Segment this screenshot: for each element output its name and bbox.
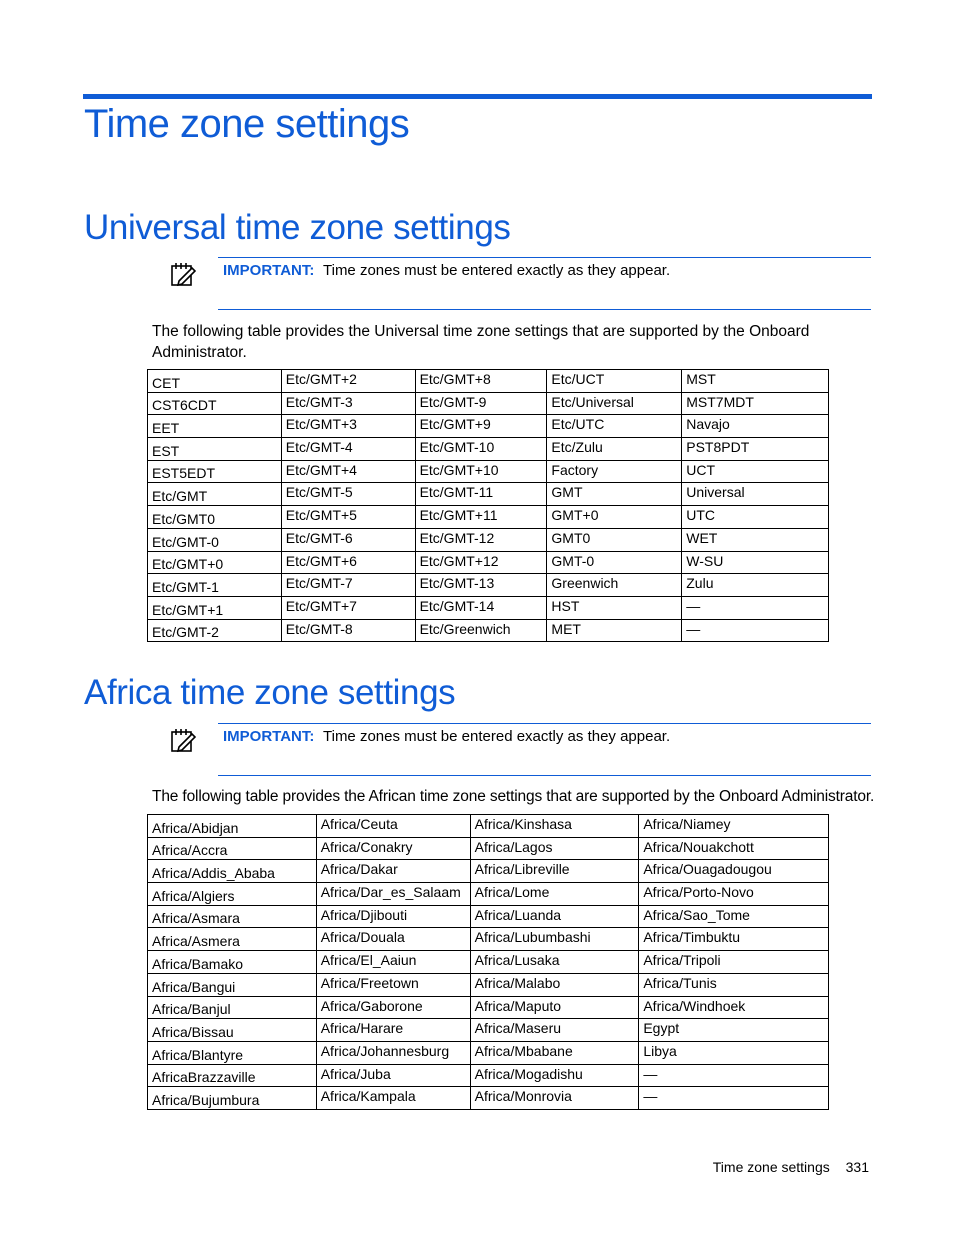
table-cell: Etc/GMT-5 xyxy=(281,483,415,506)
table-cell: UCT xyxy=(682,460,829,483)
table-cell: GMT0 xyxy=(547,528,682,551)
table-row xyxy=(148,973,829,996)
table-row xyxy=(148,619,829,642)
table-cell: Africa/Johannesburg xyxy=(316,1041,470,1064)
note-rule-bottom xyxy=(218,775,871,776)
table-cell: Africa/Libreville xyxy=(470,860,639,883)
table-cell: AfricaBrazzaville xyxy=(148,1064,317,1087)
table-cell: Africa/Douala xyxy=(316,928,470,951)
africa-important-note xyxy=(166,723,871,776)
table-cell: Africa/Lome xyxy=(470,883,639,906)
table-cell: Universal xyxy=(682,483,829,506)
table-cell: Etc/GMT-12 xyxy=(415,528,547,551)
important-label: IMPORTANT: xyxy=(223,728,315,745)
table-row xyxy=(148,905,829,928)
table-row xyxy=(148,596,829,619)
table-cell: CST6CDT xyxy=(148,392,282,415)
universal-important-note xyxy=(166,257,871,310)
table-cell: Etc/GMT+10 xyxy=(415,460,547,483)
table-row xyxy=(148,392,829,415)
table-cell: Etc/Greenwich xyxy=(415,619,547,642)
table-cell: Africa/Lagos xyxy=(470,837,639,860)
table-cell: Etc/GMT+2 xyxy=(281,370,415,393)
table-cell: Africa/Timbuktu xyxy=(639,928,829,951)
table-cell: Africa/Niamey xyxy=(639,815,829,838)
table-cell: Africa/Bujumbura xyxy=(148,1087,317,1110)
table-cell: Etc/GMT-0 xyxy=(148,528,282,551)
table-cell: Africa/Lubumbashi xyxy=(470,928,639,951)
table-row xyxy=(148,815,829,838)
table-cell: Africa/Kampala xyxy=(316,1087,470,1110)
important-note-icon xyxy=(170,727,196,753)
table-cell: Africa/Conakry xyxy=(316,837,470,860)
table-cell: HST xyxy=(547,596,682,619)
note-rule-top xyxy=(218,723,871,724)
table-cell: Africa/Juba xyxy=(316,1064,470,1087)
table-row xyxy=(148,506,829,529)
table-cell: Etc/GMT-14 xyxy=(415,596,547,619)
table-cell: Africa/Banjul xyxy=(148,996,317,1019)
table-cell: — xyxy=(639,1087,829,1110)
table-cell: PST8PDT xyxy=(682,438,829,461)
table-cell: Etc/GMT-6 xyxy=(281,528,415,551)
table-cell: Etc/GMT-8 xyxy=(281,619,415,642)
table-cell: Etc/UCT xyxy=(547,370,682,393)
table-cell: Africa/Freetown xyxy=(316,973,470,996)
table-cell: Africa/Lusaka xyxy=(470,951,639,974)
table-cell: EST5EDT xyxy=(148,460,282,483)
table-cell: Africa/Dakar xyxy=(316,860,470,883)
table-cell: Africa/El_Aaiun xyxy=(316,951,470,974)
table-cell: — xyxy=(682,596,829,619)
table-cell: UTC xyxy=(682,506,829,529)
table-cell: Africa/Algiers xyxy=(148,883,317,906)
table-cell: Etc/GMT+3 xyxy=(281,415,415,438)
table-cell: Egypt xyxy=(639,1019,829,1042)
universal-intro: The following table provides the Universal time zone settings that are supported by the Onboard Administrator. xyxy=(152,323,810,361)
footer-section-name: Time zone settings xyxy=(712,1159,830,1175)
table-cell: Libya xyxy=(639,1041,829,1064)
table-cell: Etc/GMT+0 xyxy=(148,551,282,574)
important-note-icon xyxy=(170,261,196,287)
table-cell: Etc/Zulu xyxy=(547,438,682,461)
table-cell: Etc/GMT+11 xyxy=(415,506,547,529)
table-cell: Africa/Bangui xyxy=(148,973,317,996)
table-cell: Africa/Gaborone xyxy=(316,996,470,1019)
table-cell: Africa/Malabo xyxy=(470,973,639,996)
table-cell: Africa/Sao_Tome xyxy=(639,905,829,928)
table-cell: Etc/GMT+6 xyxy=(281,551,415,574)
table-cell: Africa/Mogadishu xyxy=(470,1064,639,1087)
table-row xyxy=(148,574,829,597)
table-cell: — xyxy=(639,1064,829,1087)
table-cell: Etc/GMT-3 xyxy=(281,392,415,415)
note-rule-top xyxy=(218,257,871,258)
important-text: Time zones must be entered exactly as they appear. xyxy=(323,262,671,279)
table-cell: Africa/Asmara xyxy=(148,905,317,928)
table-cell: W-SU xyxy=(682,551,829,574)
table-cell: Africa/Monrovia xyxy=(470,1087,639,1110)
table-row xyxy=(148,951,829,974)
table-cell: Factory xyxy=(547,460,682,483)
table-cell: Africa/Luanda xyxy=(470,905,639,928)
africa-timezone-table xyxy=(147,814,829,1110)
universal-timezone-table xyxy=(147,369,829,642)
table-cell: Africa/Harare xyxy=(316,1019,470,1042)
table-row xyxy=(148,860,829,883)
table-cell: Etc/GMT-9 xyxy=(415,392,547,415)
table-cell: WET xyxy=(682,528,829,551)
table-cell: Africa/Nouakchott xyxy=(639,837,829,860)
table-cell: Africa/Bissau xyxy=(148,1019,317,1042)
important-label: IMPORTANT: xyxy=(223,262,315,279)
table-cell: Etc/GMT-4 xyxy=(281,438,415,461)
table-cell: EET xyxy=(148,415,282,438)
table-cell: Etc/GMT-7 xyxy=(281,574,415,597)
table-cell: CET xyxy=(148,370,282,393)
table-cell: MST xyxy=(682,370,829,393)
table-cell: Africa/Bamako xyxy=(148,951,317,974)
table-cell: Africa/Mbabane xyxy=(470,1041,639,1064)
table-row xyxy=(148,928,829,951)
table-cell: Etc/GMT-2 xyxy=(148,619,282,642)
table-cell: Etc/GMT+4 xyxy=(281,460,415,483)
table-cell: Africa/Blantyre xyxy=(148,1041,317,1064)
table-cell: Africa/Ceuta xyxy=(316,815,470,838)
table-cell: Navajo xyxy=(682,415,829,438)
table-row xyxy=(148,883,829,906)
table-row xyxy=(148,1087,829,1110)
table-cell: Etc/GMT+9 xyxy=(415,415,547,438)
table-cell: GMT+0 xyxy=(547,506,682,529)
table-cell: Africa/Windhoek xyxy=(639,996,829,1019)
footer-page-number: 331 xyxy=(845,1159,869,1175)
universal-heading: Universal time zone settings xyxy=(84,208,511,247)
table-cell: Africa/Kinshasa xyxy=(470,815,639,838)
table-cell: — xyxy=(682,619,829,642)
table-cell: Africa/Ouagadougou xyxy=(639,860,829,883)
table-cell: Etc/GMT0 xyxy=(148,506,282,529)
table-cell: Etc/GMT-11 xyxy=(415,483,547,506)
table-cell: Etc/GMT+7 xyxy=(281,596,415,619)
table-row xyxy=(148,483,829,506)
table-cell: Africa/Tripoli xyxy=(639,951,829,974)
table-row xyxy=(148,438,829,461)
table-cell: Africa/Djibouti xyxy=(316,905,470,928)
table-cell: MST7MDT xyxy=(682,392,829,415)
top-rule xyxy=(83,94,872,99)
table-cell: Africa/Asmera xyxy=(148,928,317,951)
table-cell: Etc/GMT+1 xyxy=(148,596,282,619)
table-row xyxy=(148,837,829,860)
table-cell: Etc/GMT-13 xyxy=(415,574,547,597)
important-text: Time zones must be entered exactly as they appear. xyxy=(323,728,671,745)
table-cell: Africa/Porto-Novo xyxy=(639,883,829,906)
table-cell: Etc/GMT-10 xyxy=(415,438,547,461)
table-cell: Africa/Maputo xyxy=(470,996,639,1019)
table-cell: MET xyxy=(547,619,682,642)
table-cell: Etc/Universal xyxy=(547,392,682,415)
page-title: Time zone settings xyxy=(84,102,410,146)
table-cell: Greenwich xyxy=(547,574,682,597)
africa-intro: The following table provides the African time zone settings that are supported by the Onboard Administrator. xyxy=(152,788,875,805)
table-row xyxy=(148,370,829,393)
page-footer xyxy=(713,1159,869,1175)
table-cell: Africa/Accra xyxy=(148,837,317,860)
table-cell: Etc/GMT+8 xyxy=(415,370,547,393)
table-row xyxy=(148,460,829,483)
africa-heading: Africa time zone settings xyxy=(84,673,456,712)
table-cell: Etc/UTC xyxy=(547,415,682,438)
table-cell: GMT xyxy=(547,483,682,506)
table-row xyxy=(148,551,829,574)
table-cell: Africa/Abidjan xyxy=(148,815,317,838)
note-rule-bottom xyxy=(218,309,871,310)
table-cell: Africa/Dar_es_Salaam xyxy=(316,883,470,906)
table-cell: GMT-0 xyxy=(547,551,682,574)
table-cell: Africa/Addis_Ababa xyxy=(148,860,317,883)
table-row xyxy=(148,996,829,1019)
table-cell: Etc/GMT+12 xyxy=(415,551,547,574)
table-cell: Zulu xyxy=(682,574,829,597)
table-cell: Africa/Tunis xyxy=(639,973,829,996)
table-cell: Africa/Maseru xyxy=(470,1019,639,1042)
table-cell: Etc/GMT+5 xyxy=(281,506,415,529)
table-row xyxy=(148,1041,829,1064)
table-row xyxy=(148,1019,829,1042)
table-cell: EST xyxy=(148,438,282,461)
table-cell: Etc/GMT xyxy=(148,483,282,506)
table-row xyxy=(148,1064,829,1087)
table-row xyxy=(148,528,829,551)
table-row xyxy=(148,415,829,438)
table-cell: Etc/GMT-1 xyxy=(148,574,282,597)
